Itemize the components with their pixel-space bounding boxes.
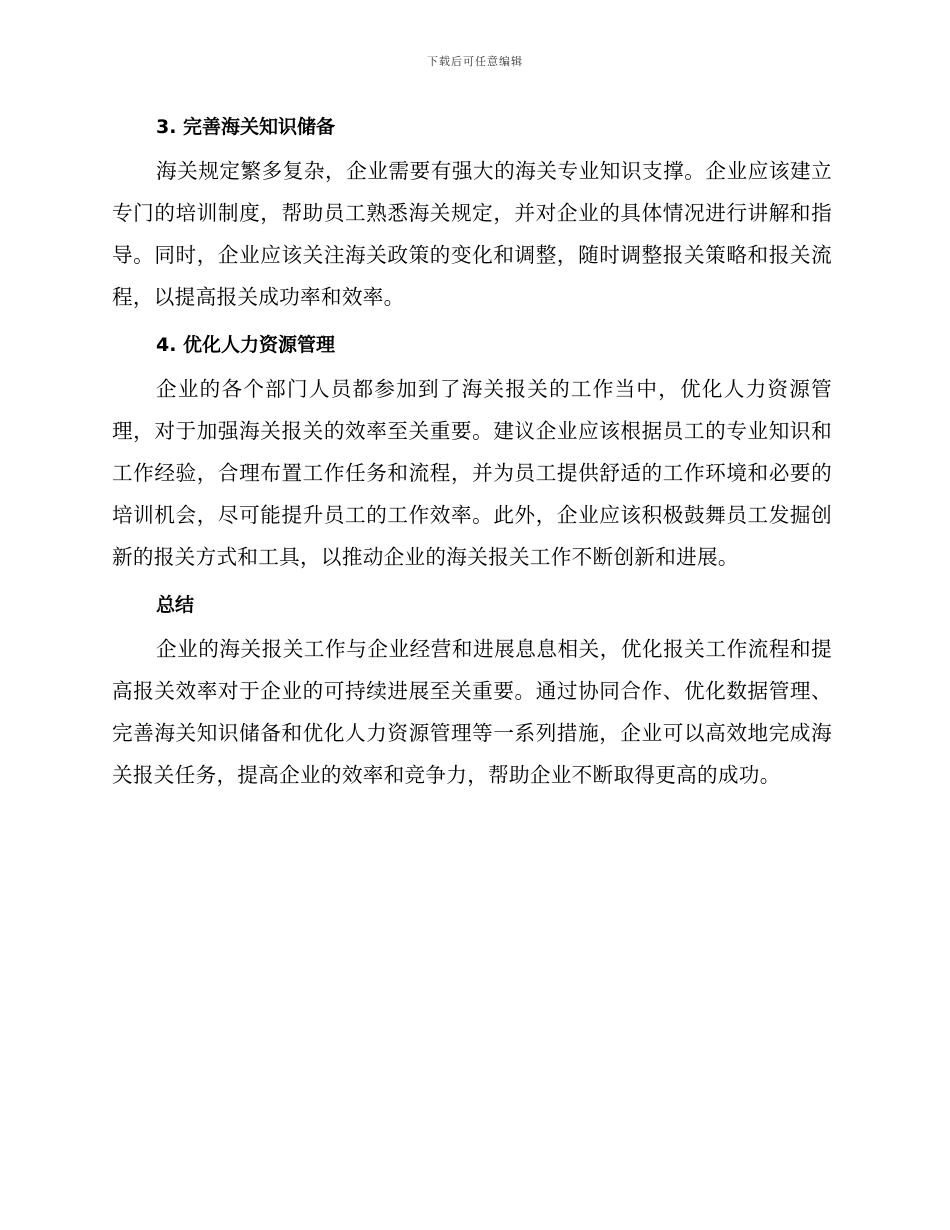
section-heading: 3. 完善海关知识储备 bbox=[156, 116, 336, 138]
section-paragraph: 企业的海关报关工作与企业经营和进展息息相关，优化报关工作流程和提高报关效率对于企业的可持续进展至关重要。通过协同合作、优化数据管理、完善海关知识储备和优化人力资源管理等一系列措施，企业可以高效地完成海关报关任务，提高企业的效率和竞争力，帮助企业不断取得更高的成功。 bbox=[112, 637, 832, 787]
section-paragraph: 企业的各个部门人员都参加到了海关报关的工作当中，优化人力资源管理，对于加强海关报关的效率至关重要。建议企业应该根据员工的专业知识和工作经验，合理布置工作任务和流程，并为员工提供舒适的工作环境和必要的培训机会，尽可能提升员工的工作效率。此外，企业应该积极鼓舞员工发掘创新的报关方式和工具，以推动企业的海关报关工作不断创新和进展。 bbox=[112, 377, 832, 569]
section-knowledge bbox=[112, 110, 832, 318]
page-header: 下载后可任意编辑 bbox=[427, 55, 523, 68]
section-summary bbox=[112, 588, 832, 796]
section-heading: 总结 bbox=[156, 594, 195, 616]
section-hr bbox=[112, 328, 832, 578]
section-heading: 4. 优化人力资源管理 bbox=[156, 334, 336, 356]
document-body bbox=[112, 110, 832, 806]
section-paragraph: 海关规定繁多复杂，企业需要有强大的海关专业知识支撑。企业应该建立专门的培训制度，帮助员工熟悉海关规定，并对企业的具体情况进行讲解和指导。同时，企业应该关注海关政策的变化和调整，随时调整报关策略和报关流程，以提高报关成功率和效率。 bbox=[112, 159, 832, 309]
